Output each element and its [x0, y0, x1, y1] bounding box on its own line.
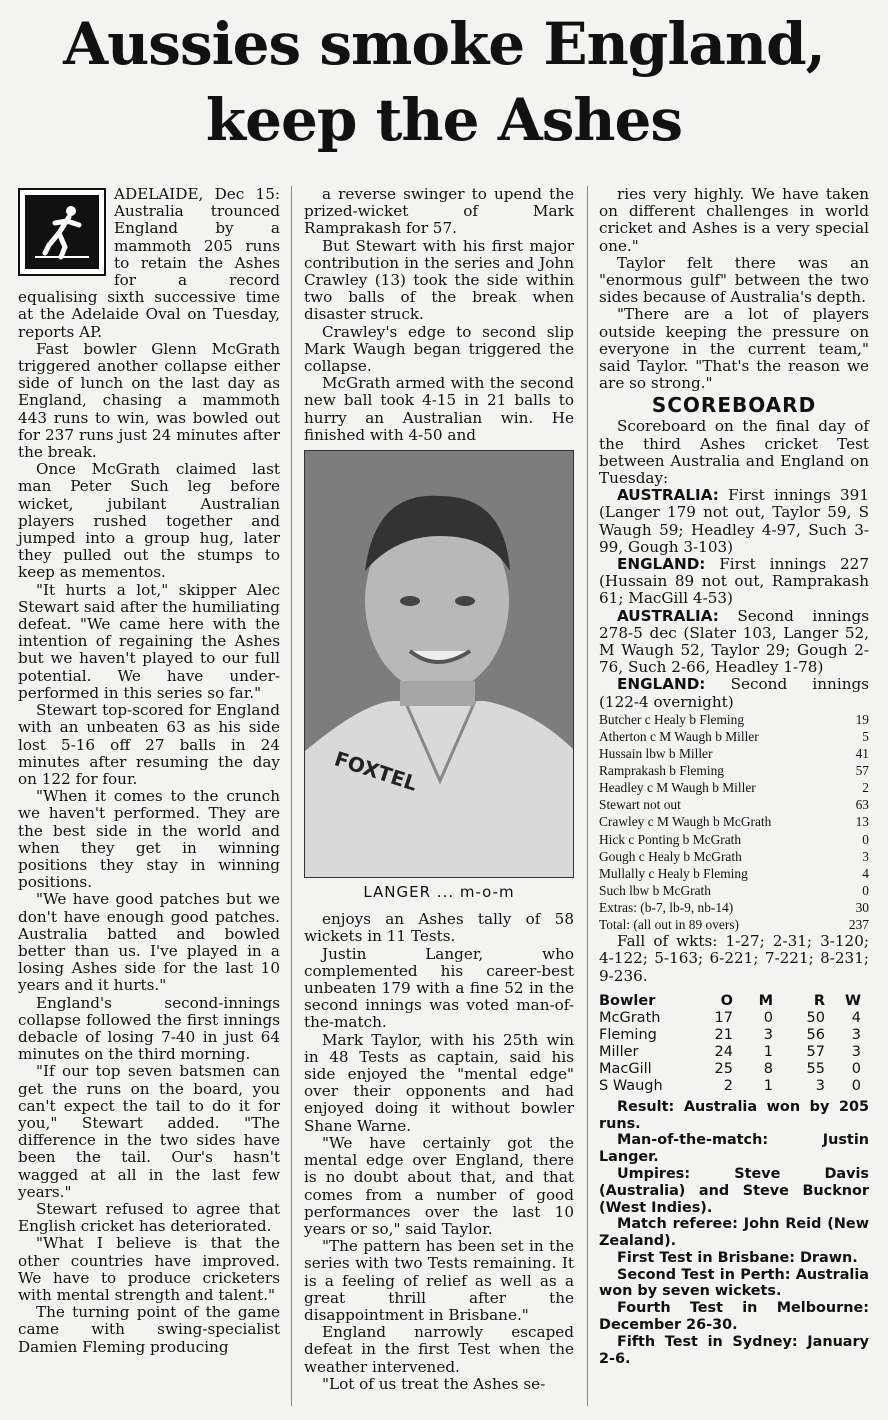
batsman-dismissal: Total: (all out in 89 overs) — [599, 917, 740, 933]
bowling-cell: 2 — [723, 1077, 733, 1094]
bowling-cell: 24 — [714, 1043, 733, 1060]
match-result-line: Result: Australia won by 205 runs. — [599, 1098, 869, 1132]
bowling-cell: 17 — [714, 1009, 733, 1026]
bowling-cell: McGrath — [599, 1009, 661, 1026]
batting-row — [599, 916, 869, 933]
match-result-line: Match referee: John Reid (New Zealand). — [599, 1216, 869, 1250]
innings-text: First innings 391 (Langer 179 not out, Taylor 59, S Waugh 59; Headley 4-97, Such 3-99, Gough 3-103) — [599, 486, 869, 556]
match-result-line: Fourth Test in Melbourne: December 26-30. — [599, 1300, 869, 1334]
match-result-line: Man-of-the-match: Justin Langer. — [599, 1132, 869, 1166]
article-paragraph: Mark Taylor, with his 25th win in 48 Tests as captain, said his side enjoyed the "mental edge" over their opponents and had enjoyed doing it without bowler Shane Warne. — [304, 1030, 574, 1135]
batting-row — [599, 779, 869, 796]
article-paragraph: "If our top seven batsmen can get the runs on the board, you can't expect the tail to do it for you," Stewart added. "The difference in the two sides have been the tail. Our's hasn't wagged at all in the last few years." — [18, 1062, 280, 1201]
bowling-cell: 0 — [763, 1009, 773, 1026]
match-result-line: Second Test in Perth: Australia won by seven wickets. — [599, 1266, 869, 1300]
article-column-1 — [18, 186, 280, 1356]
batting-row — [599, 813, 869, 830]
batsman-dismissal: Hick c Ponting b McGrath — [599, 831, 742, 847]
innings-text: Second innings (122-4 overnight) — [599, 675, 869, 711]
article-paragraph: enjoys an Ashes tally of 58 wickets in 11 Tests. — [304, 910, 574, 946]
batsman-runs: 237 — [848, 917, 869, 933]
bowling-cell: S Waugh — [599, 1077, 663, 1094]
batting-row — [599, 882, 869, 899]
article-column-3 — [599, 186, 869, 1367]
bowling-cell: 3 — [851, 1026, 861, 1043]
lead-paragraph: ADELAIDE, Dec 15: Australia trounced England by a mammoth 205 runs to retain the Ashes for a record equalising sixth successive time at the Adelaide Oval on Tuesday, reports AP. — [18, 185, 280, 341]
column-rule — [291, 186, 292, 1406]
article-paragraph: Once McGrath claimed last man Peter Such leg before wicket, jubilant Australian players rushed together and jumped into a group hug, later they pulled out the stumps to keep as mementos. — [18, 460, 280, 582]
article-paragraph: "When it comes to the crunch we haven't performed. They are the best side in the world and when they get in winning positions they stay in winning positions. — [18, 787, 280, 892]
bowling-cell: 25 — [714, 1060, 733, 1077]
innings-team: ENGLAND: — [617, 555, 706, 574]
langer-photo — [304, 450, 574, 878]
bowling-cell: 1 — [763, 1043, 773, 1060]
bowling-row — [599, 1078, 869, 1095]
article-paragraph: But Stewart with his first major contribution in the series and John Crawley (13) took the side within two balls of the break when disaster struck. — [304, 236, 574, 324]
batting-row — [599, 796, 869, 813]
article-paragraph: Justin Langer, who complemented his career-best unbeaten 179 with a fine 52 in the second innings was voted man-of-the-match. — [304, 944, 574, 1032]
article-paragraph: England's second-innings collapse followed the first innings debacle of losing 7-40 in just 64 minutes on the third morning. — [18, 993, 280, 1064]
bowling-cell: 0 — [851, 1077, 861, 1094]
innings-summary — [599, 608, 869, 677]
batting-row — [599, 745, 869, 762]
bowling-cell: 57 — [806, 1043, 825, 1060]
headline-line-1: Aussies smoke England, — [63, 10, 825, 78]
article-paragraph: Crawley's edge to second slip Mark Waugh began triggered the collapse. — [304, 322, 574, 376]
cricket-logo-icon — [18, 188, 106, 276]
batting-scorecard — [599, 711, 869, 933]
batsman-runs: 57 — [855, 763, 869, 779]
column-rule — [587, 186, 588, 1406]
shirt-sponsor-logo: FOXTEL — [331, 746, 421, 796]
article-paragraph: "There are a lot of players outside keeping the pressure on everyone in the current team," said Taylor. "That's the reason we are so strong." — [599, 305, 869, 393]
batsman-runs: 63 — [855, 797, 869, 813]
batting-row — [599, 762, 869, 779]
batting-row — [599, 711, 869, 728]
bowling-figures — [599, 993, 869, 1095]
article-paragraph: The turning point of the game came with swing-specialist Damien Fleming producing — [18, 1303, 280, 1356]
bowling-cell: MacGill — [599, 1060, 652, 1077]
batsman-dismissal: Atherton c M Waugh b Miller — [599, 728, 759, 744]
headline — [0, 6, 888, 158]
batsman-runs: 19 — [855, 711, 869, 727]
innings-summary — [599, 556, 869, 608]
bowling-cell: 3 — [851, 1043, 861, 1060]
article-column-2 — [304, 186, 574, 1393]
article-paragraph: ries very highly. We have taken on different challenges in world cricket and Ashes is a very special one." — [599, 185, 869, 255]
bowling-cell: Fleming — [599, 1026, 657, 1043]
batsman-dismissal: Mullally c Healy b Fleming — [599, 865, 748, 881]
article-paragraph: a reverse swinger to upend the prized-wicket of Mark Ramprakash for 57. — [304, 185, 574, 238]
bowling-header-row — [599, 993, 869, 1010]
batsman-runs: 3 — [862, 848, 869, 864]
batsman-dismissal: Hussain lbw b Miller — [599, 746, 713, 762]
bowling-cell: 1 — [763, 1077, 773, 1094]
bowling-cell: M — [758, 992, 773, 1009]
innings-team: AUSTRALIA: — [617, 606, 719, 625]
batsman-runs: 4 — [862, 865, 869, 881]
fall-of-wickets: Fall of wkts: 1-27; 2-31; 3-120; 4-122; 5-163; 6-221; 7-221; 8-231; 9-236. — [599, 932, 869, 985]
batsman-dismissal: Headley c M Waugh b Miller — [599, 780, 756, 796]
article-paragraph: "It hurts a lot," skipper Alec Stewart said after the humiliating defeat. "We came here with the intention of regaining the Ashes but we haven't played to our full potential. We have under-performed in this series so far." — [18, 580, 280, 702]
scoreboard-title: SCOREBOARD — [651, 393, 817, 418]
batsman-dismissal: Gough c Healy b McGrath — [599, 848, 742, 864]
bowling-cell: 21 — [714, 1026, 733, 1043]
bowling-cell: 8 — [763, 1060, 773, 1077]
article-paragraph: "We have certainly got the mental edge over England, there is no doubt about that, and that comes from a number of good performances over the last 10 years or so," said Taylor. — [304, 1133, 574, 1238]
bowling-cell: O — [720, 992, 733, 1009]
batsman-runs: 5 — [862, 728, 869, 744]
innings-text: First innings 227 (Hussain 89 not out, Ramprakash 61; MacGill 4-53) — [599, 555, 869, 608]
innings-team: ENGLAND: — [617, 675, 706, 694]
bowling-cell: 55 — [806, 1060, 825, 1077]
article-paragraph: "What I believe is that the other countries have improved. We have to produce cricketers with mental strength and talent." — [18, 1234, 280, 1304]
article-paragraph: "We have good patches but we don't have enough good patches. Australia batted and bowled better than us. I've played in a losing Ashes side for the last 10 years and it hurts." — [18, 890, 280, 995]
bowling-cell: 50 — [806, 1009, 825, 1026]
batsman-dismissal: Stewart not out — [599, 797, 681, 813]
scoreboard-intro: Scoreboard on the final day of the third Ashes cricket Test between Australia and England on Tuesday: — [599, 417, 869, 488]
bowling-cell: Bowler — [599, 992, 656, 1009]
bowling-row — [599, 1061, 869, 1078]
article-paragraph: Taylor felt there was an "enormous gulf" between the two sides because of Australia's depth. — [599, 253, 869, 307]
batsman-dismissal: Extras: (b-7, lb-9, nb-14) — [599, 899, 734, 915]
bowling-cell: Miller — [599, 1043, 639, 1060]
batsman-dismissal: Such lbw b McGrath — [599, 882, 711, 898]
match-result-line: Fifth Test in Sydney: January 2-6. — [599, 1333, 869, 1367]
batsman-runs: 41 — [855, 746, 869, 762]
match-result-line: Umpires: Steve Davis (Australia) and Steve Bucknor (West Indies). — [599, 1165, 869, 1216]
batting-row — [599, 848, 869, 865]
batsman-runs: 30 — [855, 899, 869, 915]
article-paragraph: Stewart top-scored for England with an unbeaten 63 as his side lost 5-16 off 27 balls in 24 minutes after resuming the day on 122 for four. — [18, 701, 280, 788]
innings-text: Second innings 278-5 dec (Slater 103, Langer 52, M Waugh 52, Taylor 29; Gough 2-76, Such 2-66, Headley 1-78) — [599, 606, 869, 677]
photo-caption: LANGER ... m-o-m — [363, 883, 515, 902]
bowling-cell: 0 — [851, 1060, 861, 1077]
bowling-cell: 3 — [815, 1077, 825, 1094]
batsman-dismissal: Butcher c Healy b Fleming — [599, 711, 745, 727]
batting-row — [599, 728, 869, 745]
bowling-cell: W — [845, 992, 861, 1009]
innings-summary — [599, 487, 869, 556]
bowling-row — [599, 1027, 869, 1044]
batsman-dismissal: Crawley c M Waugh b McGrath — [599, 814, 772, 830]
bowling-row — [599, 1044, 869, 1061]
batsman-runs: 2 — [862, 780, 869, 796]
headline-line-2: keep the Ashes — [205, 86, 683, 154]
article-paragraph: "Lot of us treat the Ashes se- — [322, 1374, 546, 1393]
batsman-runs: 0 — [862, 831, 869, 847]
bowling-cell: 3 — [763, 1026, 773, 1043]
batting-row — [599, 865, 869, 882]
bowling-cell: 56 — [806, 1026, 825, 1043]
batting-row — [599, 899, 869, 916]
batting-row — [599, 831, 869, 848]
batsman-runs: 0 — [862, 882, 869, 898]
bowling-cell: 4 — [851, 1009, 861, 1026]
article-paragraph: Stewart refused to agree that English cricket has deteriorated. — [18, 1199, 280, 1236]
match-result-line: First Test in Brisbane: Drawn. — [617, 1249, 858, 1266]
bowling-cell: R — [813, 992, 825, 1009]
batsman-runs: 13 — [855, 814, 869, 830]
innings-team: AUSTRALIA: — [617, 486, 719, 505]
batsman-dismissal: Ramprakash b Fleming — [599, 763, 724, 779]
article-paragraph: England narrowly escaped defeat in the first Test when the weather intervened. — [304, 1323, 574, 1376]
innings-summary — [599, 676, 869, 710]
article-paragraph: Fast bowler Glenn McGrath triggered another collapse either side of lunch on the last day as England, chasing a mammoth 443 runs to win, was bowled out for 237 runs just 24 minutes after the break. — [18, 339, 280, 462]
bowling-row — [599, 1010, 869, 1027]
article-paragraph: "The pattern has been set in the series with two Tests remaining. It is a feeling of relief as well as a great thrill after the disappointment in Brisbane." — [304, 1237, 574, 1324]
article-paragraph: McGrath armed with the second new ball took 4-15 in 21 balls to hurry an Australian win. He finished with 4-50 and — [304, 374, 574, 444]
